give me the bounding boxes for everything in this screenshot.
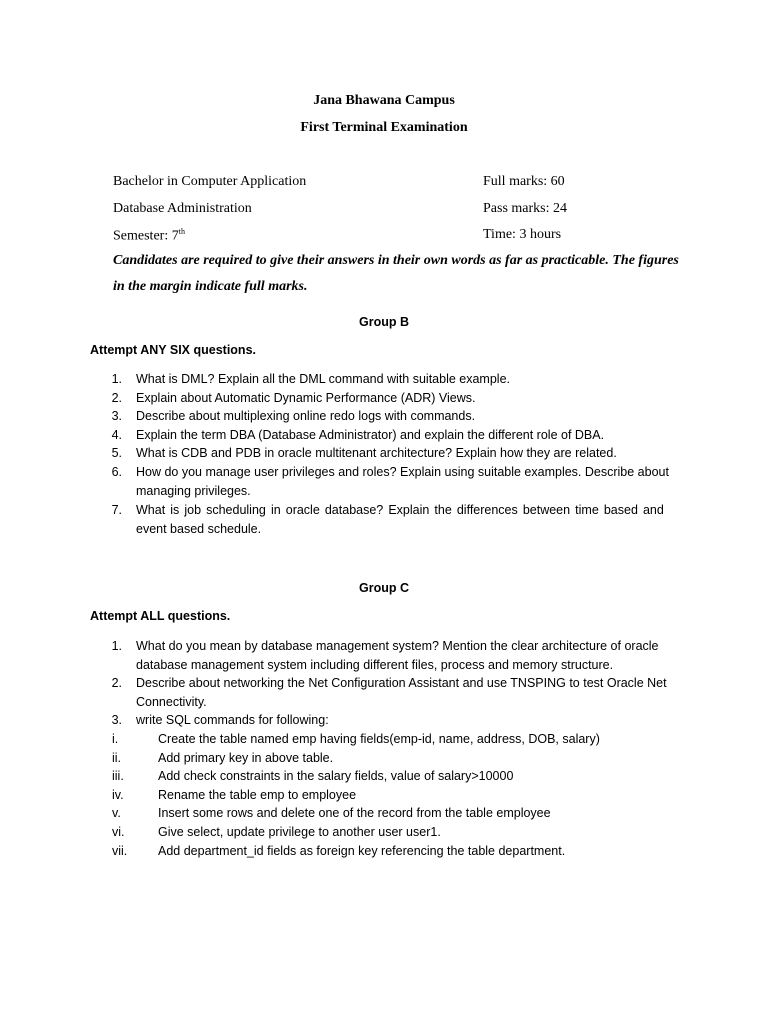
sub-item-text: Give select, update privilege to another user user1. [158, 825, 441, 839]
question-number: 1. [111, 639, 122, 653]
question-text: What is DML? Explain all the DML command with suitable example. [136, 372, 510, 386]
exam-time: Time: 3 hours [483, 227, 562, 242]
instructions-line-2: in the margin indicate full marks. [113, 279, 308, 294]
question-text: Describe about multiplexing online redo logs with commands. [136, 409, 476, 424]
question-text-continued: database management system including different files, process and memory structure. [136, 657, 614, 672]
pass-marks: Pass marks: 24 [483, 201, 567, 216]
semester [113, 227, 185, 245]
group-c-title: Group C [359, 581, 409, 595]
sub-item-text: Add department_id fields as foreign key referencing the table department. [158, 843, 566, 858]
full-marks: Full marks: 60 [483, 174, 565, 189]
question-text: What is job scheduling in oracle database? Explain the differences between time based and [136, 503, 664, 517]
question-number: 4. [111, 427, 122, 442]
sub-item-text: Create the table named emp having fields(emp-id, name, address, DOB, salary) [158, 732, 600, 746]
question-text: Describe about networking the Net Configuration Assistant and use TNSPING to test Oracle Net [136, 676, 667, 691]
sub-item-text: Add primary key in above table. [158, 750, 334, 765]
semester-suffix: th [178, 227, 185, 236]
question-text-continued: managing privileges. [136, 483, 251, 498]
program-name: Bachelor in Computer Application [113, 174, 307, 189]
question-number: 2. [111, 390, 122, 405]
sub-item-text: Insert some rows and delete one of the record from the table employee [158, 806, 551, 821]
sub-item-number: ii. [112, 750, 122, 765]
subject-name: Database Administration [113, 201, 252, 216]
question-text-continued: Connectivity. [136, 694, 207, 709]
question-number: 7. [111, 503, 122, 517]
sub-item-number: i. [112, 732, 119, 746]
question-text: How do you manage user privileges and roles? Explain using suitable examples. Describe about [136, 465, 669, 479]
instructions-line-1: Candidates are required to give their answers in their own words as far as practicable. The figures [113, 253, 679, 268]
sub-item-number: v. [112, 806, 121, 821]
question-text-continued: event based schedule. [136, 521, 262, 536]
sub-item-text: Add check constraints in the salary fields, value of salary>10000 [158, 769, 514, 784]
question-number: 2. [111, 676, 122, 691]
question-number: 6. [111, 465, 122, 479]
sub-item-number: iii. [112, 769, 124, 784]
sub-item-number: vii. [112, 843, 128, 858]
question-text: What is CDB and PDB in oracle multitenant architecture? Explain how they are related. [136, 446, 617, 461]
sub-item-text: Rename the table emp to employee [158, 787, 357, 802]
group-c-question-list [98, 637, 678, 867]
sub-item-number: vi. [112, 825, 125, 839]
group-b-instruction: Attempt ANY SIX questions. [90, 343, 256, 357]
question-number: 1. [111, 372, 122, 386]
question-text: Explain the term DBA (Database Administrator) and explain the different role of DBA. [136, 427, 605, 442]
semester-label: Semester: 7 [113, 228, 179, 244]
question-number: 3. [111, 409, 122, 424]
question-number: 5. [111, 446, 122, 461]
group-b-title: Group B [359, 315, 409, 329]
institution-name: Jana Bhawana Campus [313, 93, 455, 108]
question-text: What do you mean by database management system? Mention the clear architecture of oracle [136, 639, 659, 653]
sub-item-number: iv. [112, 787, 124, 802]
group-b-question-list [98, 370, 678, 540]
group-c-instruction: Attempt ALL questions. [90, 609, 231, 623]
question-text: write SQL commands for following: [136, 713, 329, 728]
exam-title: First Terminal Examination [300, 120, 468, 135]
question-text: Explain about Automatic Dynamic Performance (ADR) Views. [136, 390, 476, 405]
question-number: 3. [111, 713, 122, 728]
